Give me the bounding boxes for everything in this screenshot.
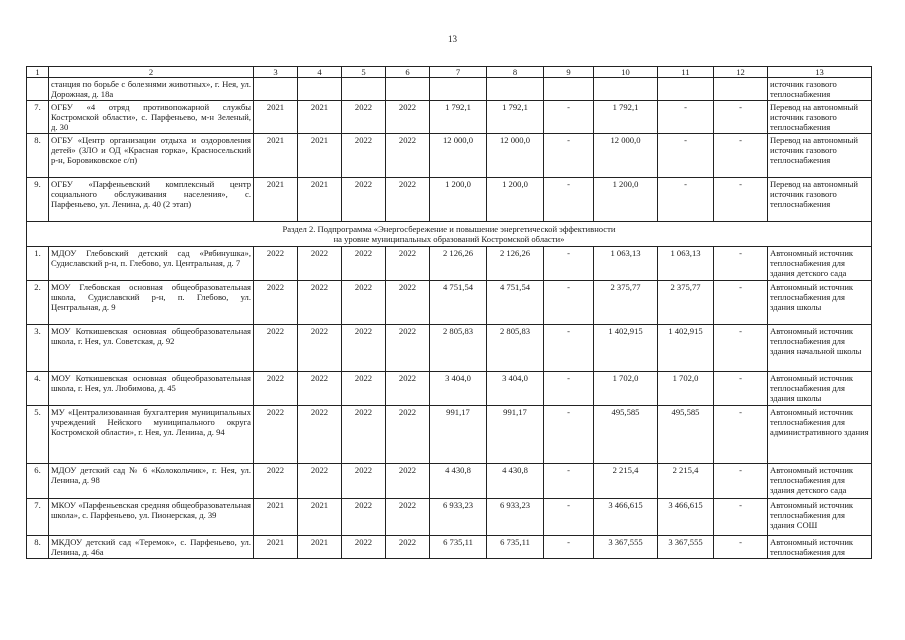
year-end-plan: 2022	[342, 499, 386, 536]
table-row	[27, 281, 872, 325]
regional-budget: 12 000,0	[594, 134, 658, 178]
column-header: 3	[254, 67, 298, 78]
column-header: 11	[658, 67, 714, 78]
cost-total: 1 792,1	[430, 101, 487, 134]
year-start-plan: 2022	[254, 247, 298, 281]
federal-budget: -	[544, 178, 594, 222]
table-row	[27, 101, 872, 134]
object-description: МДОУ детский сад № 6 «Колокольчик», г. Нея, ул. Ленина, д. 98	[49, 464, 254, 499]
local-budget: 2 215,4	[658, 464, 714, 499]
cost-total: 6 933,23	[430, 499, 487, 536]
row-number: 9.	[27, 178, 49, 222]
year-end-fact: 2022	[386, 134, 430, 178]
federal-budget: -	[544, 372, 594, 406]
other-sources: -	[714, 325, 768, 372]
other-sources: -	[714, 536, 768, 559]
other-sources: -	[714, 178, 768, 222]
year-start-plan: 2021	[254, 178, 298, 222]
column-header: 10	[594, 67, 658, 78]
section-title-line-1: Раздел 2. Подпрограмма «Энергосбережение и повышение энергетической эффективности	[282, 224, 616, 234]
other-sources: -	[714, 499, 768, 536]
regional-budget	[594, 78, 658, 101]
cost-total: 991,17	[430, 406, 487, 464]
federal-budget: -	[544, 464, 594, 499]
year-start-fact: 2021	[298, 178, 342, 222]
year-start-plan: 2022	[254, 464, 298, 499]
year-start-plan: 2021	[254, 134, 298, 178]
local-budget: 2 375,77	[658, 281, 714, 325]
year-end-fact: 2022	[386, 101, 430, 134]
local-budget: -	[658, 178, 714, 222]
cost-total: 2 126,26	[430, 247, 487, 281]
other-sources: -	[714, 101, 768, 134]
regional-budget: 495,585	[594, 406, 658, 464]
year-start-plan: 2022	[254, 406, 298, 464]
year-start-fact: 2022	[298, 281, 342, 325]
other-sources: -	[714, 134, 768, 178]
cost-total: 6 735,11	[430, 536, 487, 559]
column-header: 5	[342, 67, 386, 78]
cost-total	[430, 78, 487, 101]
column-header: 9	[544, 67, 594, 78]
table-row	[27, 372, 872, 406]
year-end-fact: 2022	[386, 178, 430, 222]
row-number: 8.	[27, 536, 49, 559]
other-sources: -	[714, 406, 768, 464]
column-header: 13	[768, 67, 872, 78]
object-description: станция по борьбе с болезнями животных», г. Нея, ул. Дорожная, д. 18а	[49, 78, 254, 101]
table-row	[27, 178, 872, 222]
cost-value: 1 792,1	[487, 101, 544, 134]
other-sources	[714, 78, 768, 101]
table-row	[27, 406, 872, 464]
year-start-fact: 2021	[298, 101, 342, 134]
year-end-fact: 2022	[386, 499, 430, 536]
year-end-plan: 2022	[342, 325, 386, 372]
expected-result: Автономный источник теплоснабжения для	[768, 536, 872, 559]
year-end-fact	[386, 78, 430, 101]
other-sources: -	[714, 247, 768, 281]
local-budget: -	[658, 134, 714, 178]
expected-result: Автономный источник теплоснабжения для здания школы	[768, 281, 872, 325]
row-number: 1.	[27, 247, 49, 281]
expected-result: Автономный источник теплоснабжения для здания детского сада	[768, 247, 872, 281]
federal-budget: -	[544, 536, 594, 559]
year-end-plan: 2022	[342, 178, 386, 222]
object-description: МКОУ «Парфеньевская средняя общеобразовательная школа», с. Парфеньево, ул. Пионерская, д. 39	[49, 499, 254, 536]
cost-value: 6 735,11	[487, 536, 544, 559]
column-header: 2	[49, 67, 254, 78]
regional-budget: 1 792,1	[594, 101, 658, 134]
cost-value: 2 126,26	[487, 247, 544, 281]
local-budget: 1 702,0	[658, 372, 714, 406]
object-description: МОУ Глебовская основная общеобразовательная школа, Судиславский р-н, п. Глебово, ул. Центральная, д. 9	[49, 281, 254, 325]
year-end-fact: 2022	[386, 536, 430, 559]
object-description: МОУ Коткишевская основная общеобразовательная школа, г. Нея, ул. Советская, д. 92	[49, 325, 254, 372]
federal-budget: -	[544, 247, 594, 281]
other-sources: -	[714, 464, 768, 499]
local-budget: 1 063,13	[658, 247, 714, 281]
section-title-line-2: на уровне муниципальных образований Костромской области»	[333, 234, 565, 244]
year-start-plan	[254, 78, 298, 101]
section-title	[27, 222, 872, 247]
year-end-plan: 2022	[342, 372, 386, 406]
object-description: ОГБУ «Парфеньевский комплексный центр социального обслуживания населения», с. Парфеньево, ул. Ленина, д. 40 (2 этап)	[49, 178, 254, 222]
year-start-plan: 2022	[254, 325, 298, 372]
year-end-plan: 2022	[342, 101, 386, 134]
cost-value: 6 933,23	[487, 499, 544, 536]
table-row	[27, 499, 872, 536]
year-end-fact: 2022	[386, 325, 430, 372]
federal-budget: -	[544, 325, 594, 372]
year-start-plan: 2021	[254, 536, 298, 559]
table-row	[27, 464, 872, 499]
expected-result: Перевод на автономный источник газового теплоснабжения	[768, 101, 872, 134]
expected-result: Автономный источник теплоснабжения для здания СОШ	[768, 499, 872, 536]
year-start-fact: 2021	[298, 499, 342, 536]
regional-budget: 2 215,4	[594, 464, 658, 499]
year-start-fact: 2022	[298, 406, 342, 464]
year-start-fact: 2022	[298, 247, 342, 281]
table-row	[27, 78, 872, 101]
expected-result: Перевод на автономный источник газового теплоснабжения	[768, 134, 872, 178]
table-row	[27, 247, 872, 281]
object-description: МУ «Централизованная бухгалтерия муниципальных учреждений Нейского муниципального округа Костромской области», г. Нея, ул. Ленина, д. 94	[49, 406, 254, 464]
year-end-fact: 2022	[386, 247, 430, 281]
regional-budget: 2 375,77	[594, 281, 658, 325]
year-end-plan: 2022	[342, 464, 386, 499]
local-budget: 3 367,555	[658, 536, 714, 559]
expected-result: Автономный источник теплоснабжения для здания школы	[768, 372, 872, 406]
year-start-fact: 2022	[298, 372, 342, 406]
object-description: МДОУ Глебовский детский сад «Рябинушка», Судиславский р-н, п. Глебово, ул. Центральная, д. 7	[49, 247, 254, 281]
cost-value: 4 751,54	[487, 281, 544, 325]
year-start-plan: 2021	[254, 101, 298, 134]
year-end-plan: 2022	[342, 281, 386, 325]
year-start-plan: 2021	[254, 499, 298, 536]
cost-value: 4 430,8	[487, 464, 544, 499]
regional-budget: 3 367,555	[594, 536, 658, 559]
cost-value	[487, 78, 544, 101]
regional-budget: 3 466,615	[594, 499, 658, 536]
federal-budget: -	[544, 101, 594, 134]
year-end-plan: 2022	[342, 134, 386, 178]
year-end-plan: 2022	[342, 406, 386, 464]
other-sources: -	[714, 372, 768, 406]
expected-result: Автономный источник теплоснабжения для здания детского сада	[768, 464, 872, 499]
cost-total: 12 000,0	[430, 134, 487, 178]
federal-budget: -	[544, 406, 594, 464]
federal-budget: -	[544, 281, 594, 325]
page-number: 13	[448, 34, 457, 44]
federal-budget: -	[544, 499, 594, 536]
year-start-fact: 2021	[298, 536, 342, 559]
header-row	[27, 67, 872, 78]
regional-budget: 1 200,0	[594, 178, 658, 222]
table-row	[27, 134, 872, 178]
local-budget: 3 466,615	[658, 499, 714, 536]
year-end-fact: 2022	[386, 406, 430, 464]
row-number: 7.	[27, 499, 49, 536]
expected-result: источник газового теплоснабжения	[768, 78, 872, 101]
expected-result: Перевод на автономный источник газового теплоснабжения	[768, 178, 872, 222]
local-budget: -	[658, 101, 714, 134]
cost-value: 12 000,0	[487, 134, 544, 178]
table-row	[27, 536, 872, 559]
year-start-plan: 2022	[254, 372, 298, 406]
column-header: 4	[298, 67, 342, 78]
table-row	[27, 325, 872, 372]
cost-total: 3 404,0	[430, 372, 487, 406]
year-start-fact: 2022	[298, 325, 342, 372]
year-start-fact	[298, 78, 342, 101]
cost-value: 2 805,83	[487, 325, 544, 372]
cost-total: 2 805,83	[430, 325, 487, 372]
local-budget	[658, 78, 714, 101]
object-description: ОГБУ «Центр организации отдыха и оздоровления детей» (ЗЛО и ОД «Красная горка», Красносельский р-н, Боровиковское с/п)	[49, 134, 254, 178]
row-number: 5.	[27, 406, 49, 464]
regional-budget: 1 702,0	[594, 372, 658, 406]
data-table-wrapper	[26, 66, 872, 559]
column-header: 7	[430, 67, 487, 78]
year-end-fact: 2022	[386, 372, 430, 406]
object-description: МОУ Коткишевская основная общеобразовательная школа, г. Нея, ул. Любимова, д. 45	[49, 372, 254, 406]
expected-result: Автономный источник теплоснабжения для административного здания	[768, 406, 872, 464]
object-description: ОГБУ «4 отряд противопожарной службы Костромской области», с. Парфеньево, м-н Зеленый, д. 30	[49, 101, 254, 134]
row-number: 2.	[27, 281, 49, 325]
year-start-fact: 2021	[298, 134, 342, 178]
regional-budget: 1 402,915	[594, 325, 658, 372]
section-row	[27, 222, 872, 247]
year-start-fact: 2022	[298, 464, 342, 499]
cost-value: 991,17	[487, 406, 544, 464]
cost-total: 4 751,54	[430, 281, 487, 325]
column-header: 6	[386, 67, 430, 78]
local-budget: 1 402,915	[658, 325, 714, 372]
year-end-plan	[342, 78, 386, 101]
other-sources: -	[714, 281, 768, 325]
year-end-plan: 2022	[342, 536, 386, 559]
year-start-plan: 2022	[254, 281, 298, 325]
object-description: МКДОУ детский сад «Теремок», с. Парфеньево, ул. Ленина, д. 46а	[49, 536, 254, 559]
cost-value: 1 200,0	[487, 178, 544, 222]
row-number: 6.	[27, 464, 49, 499]
year-end-fact: 2022	[386, 464, 430, 499]
local-budget: 495,585	[658, 406, 714, 464]
federal-budget	[544, 78, 594, 101]
row-number: 7.	[27, 101, 49, 134]
cost-value: 3 404,0	[487, 372, 544, 406]
year-end-fact: 2022	[386, 281, 430, 325]
column-header: 8	[487, 67, 544, 78]
column-header: 1	[27, 67, 49, 78]
column-header: 12	[714, 67, 768, 78]
cost-total: 1 200,0	[430, 178, 487, 222]
year-end-plan: 2022	[342, 247, 386, 281]
row-number	[27, 78, 49, 101]
row-number: 4.	[27, 372, 49, 406]
cost-total: 4 430,8	[430, 464, 487, 499]
row-number: 8.	[27, 134, 49, 178]
data-table	[26, 66, 872, 559]
expected-result: Автономный источник теплоснабжения для здания начальной школы	[768, 325, 872, 372]
regional-budget: 1 063,13	[594, 247, 658, 281]
row-number: 3.	[27, 325, 49, 372]
federal-budget: -	[544, 134, 594, 178]
